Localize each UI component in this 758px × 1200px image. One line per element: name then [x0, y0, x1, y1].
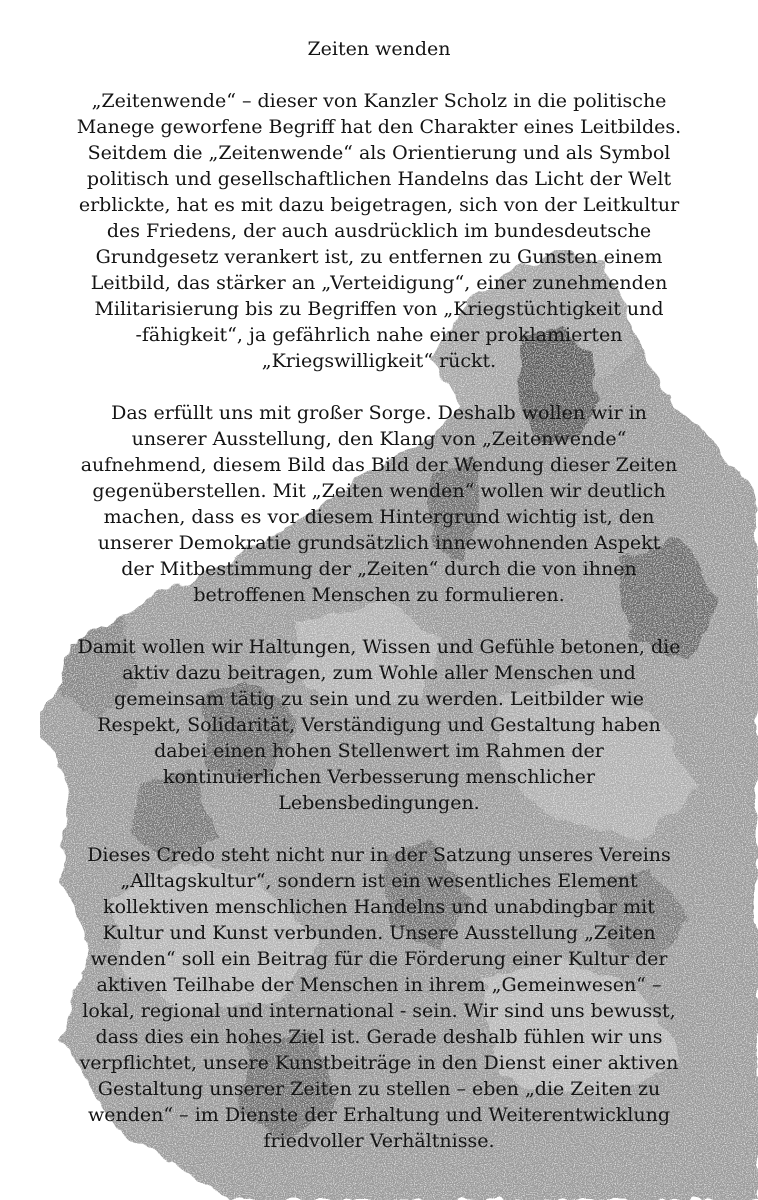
text-line: betroffenen Menschen zu formulieren.: [193, 584, 565, 606]
text-line: „Alltagskultur“, sondern ist ein wesentliches Element: [120, 870, 638, 892]
text-line: unserer Ausstellung, den Klang von „Zeitenwende“: [131, 428, 627, 450]
text-line: Manege geworfene Begriff hat den Charakter eines Leitbildes.: [76, 116, 682, 138]
text-line: Kultur und Kunst verbunden. Unsere Ausstellung „Zeiten: [102, 922, 656, 944]
paragraph-2: [0, 400, 758, 608]
text-line: Damit wollen wir Haltungen, Wissen und Gefühle betonen, die: [77, 636, 681, 658]
text-line: Gestaltung unserer Zeiten zu stellen – eben „die Zeiten zu: [97, 1078, 661, 1100]
text-line: verpflichtet, unsere Kunstbeiträge in den Dienst einer aktiven: [79, 1052, 679, 1074]
text-line: aktiv dazu beitragen, zum Wohle aller Menschen und: [122, 662, 636, 684]
text-line: erblickte, hat es mit dazu beigetragen, sich von der Leitkultur: [78, 194, 680, 216]
text-line: dass dies ein hohes Ziel ist. Gerade deshalb fühlen wir uns: [95, 1026, 663, 1048]
text-line: aktiven Teilhabe der Menschen in ihrem „Gemeinwesen“ –: [96, 974, 662, 996]
text-line: machen, dass es vor diesem Hintergrund wichtig ist, den: [103, 506, 655, 528]
text-line: aufnehmend, diesem Bild das Bild der Wendung dieser Zeiten: [80, 454, 678, 476]
text-line: politisch und gesellschaftlichen Handelns das Licht der Welt: [86, 168, 672, 190]
paragraph-4: [0, 842, 758, 1154]
text-line: Grundgesetz verankert ist, zu entfernen zu Gunsten einem: [95, 246, 663, 268]
text-line: wenden“ – im Dienste der Erhaltung und Weiterentwicklung: [88, 1104, 670, 1126]
paragraph-3: [0, 634, 758, 816]
text-line: gemeinsam tätig zu sein und zu werden. Leitbilder wie: [114, 688, 644, 710]
text-line: Respekt, Solidarität, Verständigung und Gestaltung haben: [97, 714, 661, 736]
text-line: gegenüberstellen. Mit „Zeiten wenden“ wollen wir deutlich: [92, 480, 666, 502]
document-title: Zeiten wenden: [307, 38, 451, 60]
text-line: „Zeitenwende“ – dieser von Kanzler Scholz in die politische: [91, 90, 667, 112]
text-line: kontinuierlichen Verbesserung menschlicher: [162, 766, 596, 788]
text-line: unserer Demokratie grundsätzlich innewohnenden Aspekt: [97, 532, 661, 554]
text-line: Seitdem die „Zeitenwende“ als Orientierung und als Symbol: [87, 142, 671, 164]
text-line: Leitbild, das stärker an „Verteidigung“, einer zunehmenden: [90, 272, 668, 294]
text-line: der Mitbestimmung der „Zeiten“ durch die von ihnen: [121, 558, 637, 580]
text-line: dabei einen hohen Stellenwert im Rahmen der: [154, 740, 604, 762]
text-line: Das erfüllt uns mit großer Sorge. Deshalb wollen wir in: [111, 402, 647, 424]
text-line: kollektiven menschlichen Handelns und unabdingbar mit: [103, 896, 655, 918]
text-line: friedvoller Verhältnisse.: [263, 1130, 495, 1152]
text-line: lokal, regional und international - sein. Wir sind uns bewusst,: [82, 1000, 676, 1022]
text-line: -fähigkeit“, ja gefährlich nahe einer proklamierten: [135, 324, 623, 346]
text-line: wenden“ soll ein Beitrag für die Förderung einer Kultur der: [90, 948, 668, 970]
text-line: Dieses Credo steht nicht nur in der Satzung unseres Vereins: [87, 844, 671, 866]
text-line: des Friedens, der auch ausdrücklich im bundesdeutsche: [106, 220, 652, 242]
paragraph-1: [0, 88, 758, 374]
text-line: Militarisierung bis zu Begriffen von „Kriegstüchtigkeit und: [94, 298, 664, 320]
document-body: [0, 36, 758, 1180]
text-line: Lebensbedingungen.: [278, 792, 480, 814]
text-line: „Kriegswilligkeit“ rückt.: [261, 350, 497, 372]
